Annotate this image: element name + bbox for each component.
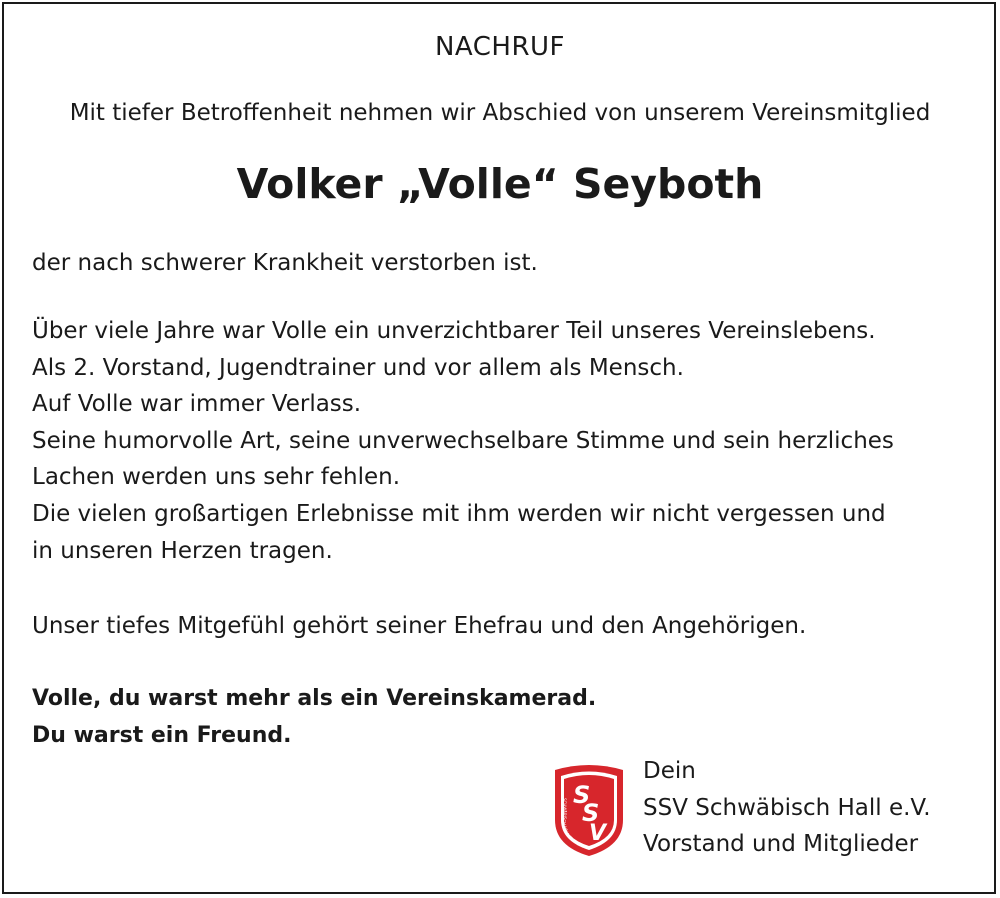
paragraph-2-line: in unseren Herzen tragen.: [32, 537, 333, 564]
paragraph-2-line: Als 2. Vorstand, Jugendtrainer und vor allem als Mensch.: [32, 354, 684, 381]
closing-line: Volle, du warst mehr als ein Vereinskamerad.: [32, 686, 597, 711]
signature-block: [643, 753, 931, 863]
crest-letter-v: V: [589, 821, 607, 846]
paragraph-2-line: Die vielen großartigen Erlebnisse mit ihm werden wir nicht vergessen und: [32, 500, 886, 527]
paragraph-1: der nach schwerer Krankheit verstorben ist.: [32, 250, 538, 276]
crest-ring-text: SCHWÄBISCH HALL 1961 E.V.: [561, 798, 585, 849]
deceased-name: Volker „Volle“ Seyboth: [236, 160, 764, 208]
notice-heading: NACHRUF: [434, 32, 566, 62]
signature-line: SSV Schwäbisch Hall e.V.: [643, 794, 931, 821]
crest-letter-s: S: [582, 799, 600, 827]
closing-line: Du warst ein Freund.: [32, 722, 292, 748]
paragraph-2: [32, 313, 972, 569]
paragraph-2-line: Lachen werden uns sehr fehlen.: [32, 464, 400, 491]
paragraph-3: Unser tiefes Mitgefühl gehört seiner Ehefrau und den Angehörigen.: [32, 613, 807, 639]
paragraph-2-line: Über viele Jahre war Volle ein unverzichtbarer Teil unseres Vereinslebens.: [32, 318, 876, 344]
signature-line: Dein: [643, 758, 696, 784]
crest-letter-s: S: [573, 781, 591, 809]
club-crest-icon: [549, 758, 629, 858]
paragraph-2-line: Seine humorvolle Art, seine unverwechselbare Stimme und sein herzliches: [32, 427, 894, 454]
intro-text: Mit tiefer Betroffenheit nehmen wir Abschied von unserem Vereinsmitglied: [69, 100, 931, 126]
closing-statement: [32, 681, 972, 754]
signature-line: Vorstand und Mitglieder: [643, 831, 919, 858]
paragraph-2-line: Auf Volle war immer Verlass.: [32, 391, 362, 418]
